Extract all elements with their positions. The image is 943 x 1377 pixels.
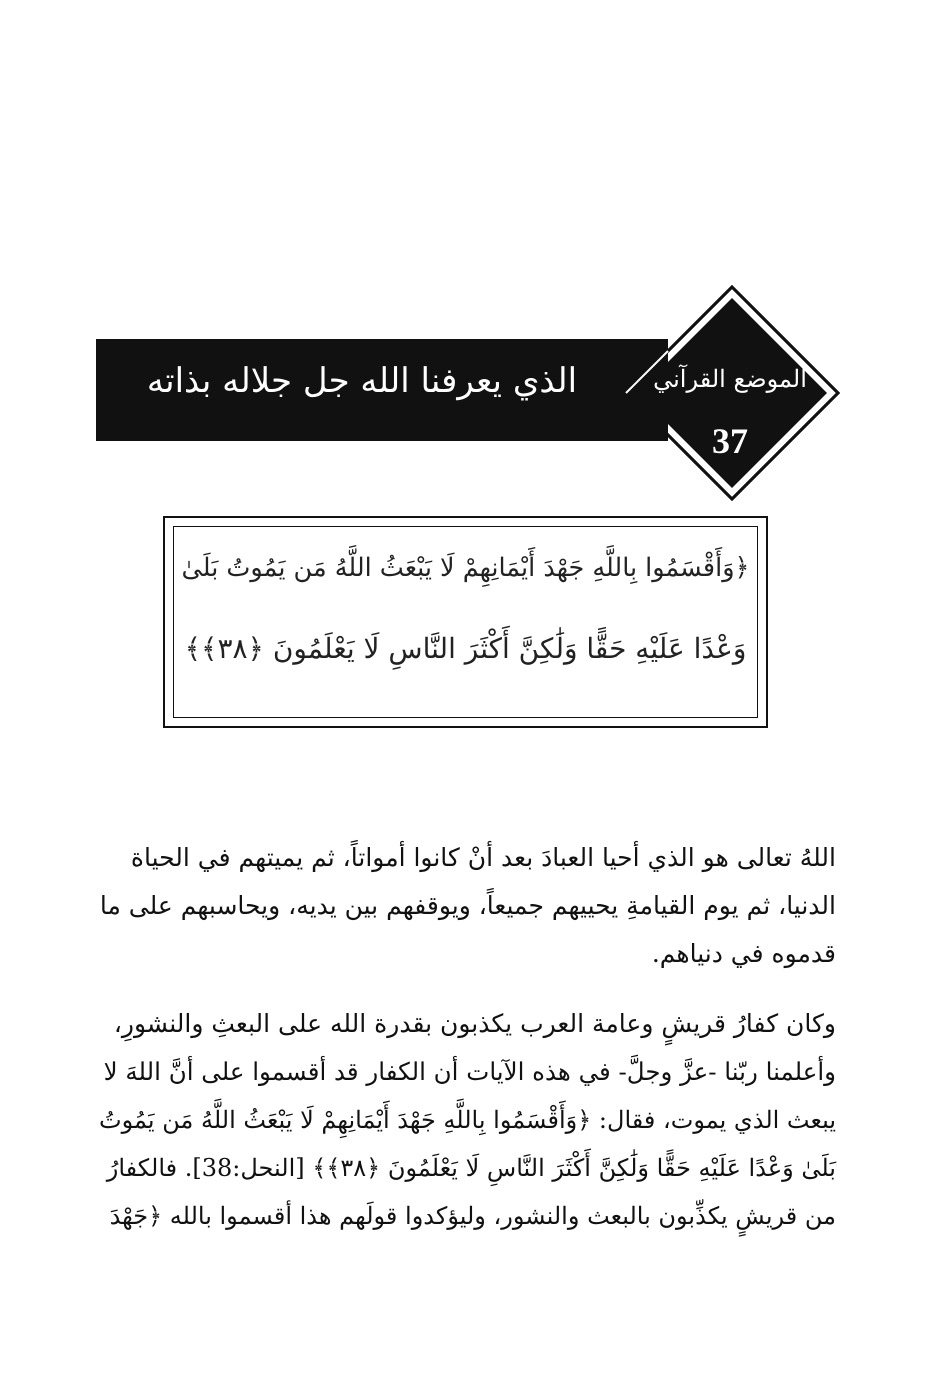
- badge-label: الموضع القرآني: [653, 365, 807, 393]
- paragraph-2-line-2: وأعلمنا ربّنا -عزَّ وجلَّ- في هذه الآيات أن الكفار قد أقسموا على أنَّ اللهَ لا: [103, 1057, 836, 1086]
- paragraph-1-line-3: قدموه في دنياهم.: [651, 939, 836, 968]
- paragraph-2-line-1: وكان كفارُ قريشٍ وعامة العرب يكذبون بقدرة الله على البعثِ والنشورِ،: [113, 1009, 836, 1038]
- paragraph-1: [96, 834, 836, 978]
- quran-verse-box: [163, 516, 768, 728]
- paragraph-2-line-5: من قريشٍ يكذِّبون بالبعث والنشور، وليؤكدوا قولَهم هذا أقسموا بالله ﴿جَهْدَ: [109, 1202, 836, 1230]
- section-title: الذي يعرفنا الله جل جلاله بذاته: [146, 361, 578, 401]
- quran-verse-line-1: ﴿وَأَقْسَمُوا بِاللَّهِ جَهْدَ أَيْمَانِهِمْ لَا يَبْعَثُ اللَّهُ مَن يَمُوتُ بَلَىٰ: [181, 553, 750, 583]
- paragraph-1-line-2: الدنيا، ثم يوم القيامةِ يحييهم جميعاً، ويوقفهم بين يديه، ويحاسبهم على ما: [99, 891, 836, 920]
- paragraph-2-line-3: يبعث الذي يموت، فقال: ﴿وَأَقْسَمُوا بِاللَّهِ جَهْدَ أَيْمَانِهِمْ لَا يَبْعَثُ اللَّهُ مَن يَمُوتُ: [99, 1106, 836, 1134]
- badge-number: 37: [712, 421, 748, 461]
- paragraph-2-line-4: بَلَىٰ وَعْدًا عَلَيْهِ حَقًّا وَلَٰكِنَّ أَكْثَرَ النَّاسِ لَا يَعْلَمُونَ ﴿٣٨﴾﴾ [النحل:38]. فالكفارُ: [106, 1154, 836, 1182]
- paragraph-2: [96, 1000, 836, 1240]
- paragraph-1-line-1: اللهُ تعالى هو الذي أحيا العبادَ بعد أنْ كانوا أمواتاً، ثم يميتهم في الحياة: [130, 843, 836, 872]
- quran-verse-line-2: وَعْدًا عَلَيْهِ حَقًّا وَلَٰكِنَّ أَكْثَرَ النَّاسِ لَا يَعْلَمُونَ ﴿٣٨﴾﴾: [184, 632, 747, 665]
- badge-overlay: [0, 0, 943, 520]
